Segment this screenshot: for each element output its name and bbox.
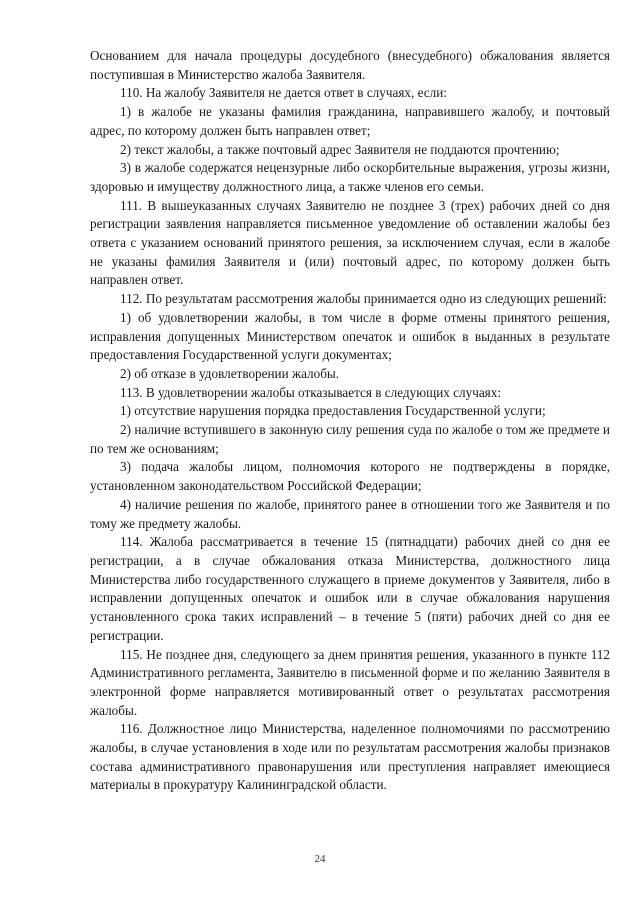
paragraph-basis-intro: Основанием для начала процедуры досудебного (внесудебного) обжалования является поступившая в Министерство жалоба Заявителя. [90, 48, 610, 82]
paragraph-113-item-1: 1) отсутствие нарушения порядка предоставления Государственной услуги; [120, 403, 546, 419]
paragraph-112-item-2: 2) об отказе в удовлетворении жалобы. [120, 365, 340, 381]
paragraph-113-item-3: 3) подача жалобы лицом, полномочия которого не подтверждены в порядке, установленном законодательством Российской Федерации; [90, 459, 610, 494]
paragraph-110: 110. На жалобу Заявителя не дается ответ в случаях, если: [120, 85, 447, 101]
paragraph-114: 114. Жалоба рассматривается в течение 15 (пятнадцати) рабочих дней со дня ее регистрации, а в случае обжалования отказа Министерства, должностного лица Министерства либо государственного служащего в приеме документов у Заявителя, либо в исправлении допущенных опечаток и ошибок или в случае обжалования нарушения установленного срока таких исправлений – в течение 5 (пяти) рабочих дней со дня ее регистрации. [90, 534, 610, 643]
paragraph-112: 112. По результатам рассмотрения жалобы принимается одно из следующих решений: [120, 291, 607, 307]
paragraph-112-item-1: 1) об удовлетворении жалобы, в том числе в форме отмены принятого решения, исправления допущенных Министерством опечаток и ошибок в выданных в результате предоставления Государственной услуги документах; [90, 309, 610, 363]
paragraph-116: 116. Должностное лицо Министерства, наделенное полномочиями по рассмотрению жалобы, в случае установления в ходе или по результатам рассмотрения жалобы признаков состава административного правонарушения или преступления направляет имеющиеся материалы в прокуратуру Калининградской области. [90, 721, 610, 793]
paragraph-113: 113. В удовлетворении жалобы отказывается в следующих случаях: [120, 384, 502, 400]
paragraph-113-item-4: 4) наличие решения по жалобе, принятого ранее в отношении того же Заявителя и по тому же предмету жалобы. [90, 496, 610, 531]
paragraph-110-item-3: 3) в жалобе содержатся нецензурные либо оскорбительные выражения, угрозы жизни, здоровью и имуществу должностного лица, а также членов его семьи. [90, 160, 610, 194]
paragraph-111: 111. В вышеуказанных случаях Заявителю не позднее 3 (трех) рабочих дней со дня регистрации заявления направляется письменное уведомление об оставлении жалобы без ответа с указанием оснований принятого решения, за исключением случая, если в жалобе не указаны фамилия Заявителя и (или) почтовый адрес, по которому должен быть направлен ответ. [90, 197, 610, 288]
page-number: 24 [314, 853, 326, 865]
paragraph-110-item-1: 1) в жалобе не указаны фамилия гражданина, направившего жалобу, и почтовый адрес, по которому должен быть направлен ответ; [90, 104, 610, 138]
paragraph-115: 115. Не позднее дня, следующего за днем принятия решения, указанного в пункте 112 Административного регламента, Заявителю в письменной форме и по желанию Заявителя в электронной форме направляется мотивированный ответ о результатах рассмотрения жалобы. [90, 646, 610, 718]
document-body [90, 47, 610, 795]
paragraph-110-item-2: 2) текст жалобы, а также почтовый адрес Заявителя не поддаются прочтению; [120, 141, 560, 157]
paragraph-113-item-2: 2) наличие вступившего в законную силу решения суда по жалобе о том же предмете и по тем же основаниям; [90, 422, 610, 456]
